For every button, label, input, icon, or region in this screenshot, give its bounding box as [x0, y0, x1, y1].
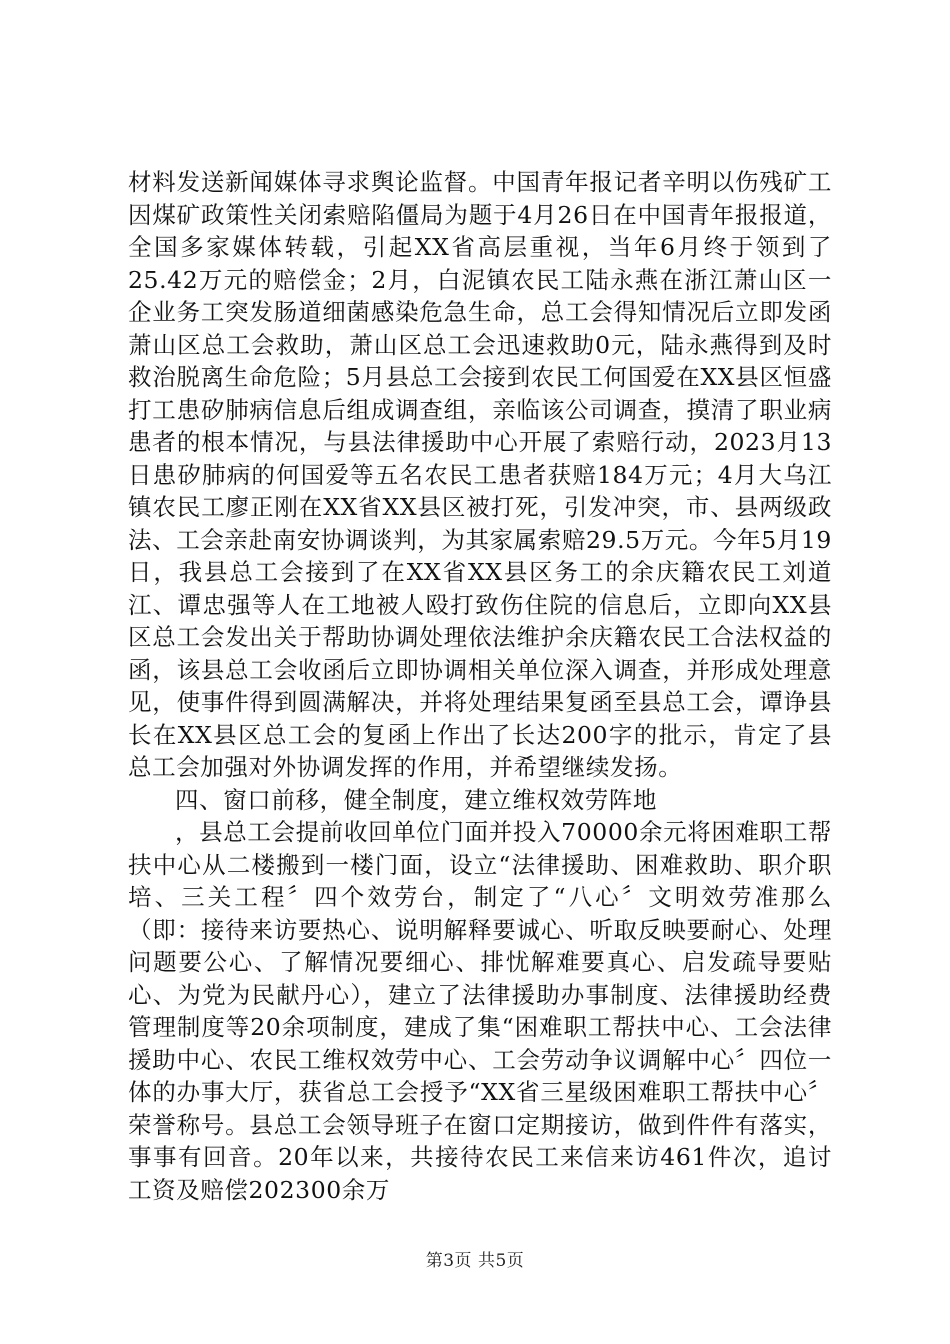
section-heading: 四、窗口前移，健全制度，建立维权效劳阵地 — [175, 785, 657, 814]
section-paragraph: ，县总工会提前收回单位门面并投入70000余元将困难职工帮扶中心从二楼搬到一楼门面，设立“法律援助、困难救助、职介职培、三关工程〞四个效劳台，制定了“八心〞文明效劳准那么（即：接待来访要热心、说明解释要诚心、听取反映要耐心、处理问题要公心、了解情况要细心、排忧解难要真心、启发疏导要贴心、为党为民献丹心），建立了法律援助办事制度、法律援助经费管理制度等20余项制度，建成了集“困难职工帮扶中心、工会法律援助中心、农民工维权效劳中心、工会劳动争议调解中心〞四位一体的办事大厅，获省总工会授予“XX省三星级困难职工帮扶中心〞荣誉称号。县总工会领导班子在窗口定期接访，做到件件有落实，事事有回音。20年以来，共接待农民工来信来访461件次，追讨工资及赔偿202300余万 — [128, 818, 832, 1204]
page-number-footer: 第3页 共5页 — [425, 1251, 525, 1271]
case-paragraph: 材料发送新闻媒体寻求舆论监督。中国青年报记者辛明以伤残矿工因煤矿政策性关闭索赔陷僵局为题于4月26日在中国青年报报道，全国多家媒体转载，引起XX省高层重视，当年6月终于领到了25.42万元的赔偿金；2月，白泥镇农民工陆永燕在浙江萧山区一企业务工突发肠道细菌感染危急生命，总工会得知情况后立即发函萧山区总工会救助，萧山区总工会迅速救助0元，陆永燕得到及时救治脱离生命危险；5月县总工会接到农民工何国爱在XX县区恒盛打工患矽肺病信息后组成调查组，亲临该公司调查，摸清了职业病患者的根本情况，与县法律援助中心开展了索赔行动，2023月13日患矽肺病的何国爱等五名农民工患者获赔184万元；4月大乌江镇农民工廖正刚在XX省XX县区被打死，引发冲突，市、县两级政法、工会亲赴南安协调谈判，为其家属索赔29.5万元。今年5月19日，我县总工会接到了在XX省XX县区务工的余庆籍农民工刘道江、谭忠强等人在工地被人殴打致伤住院的信息后，立即向XX县区总工会发出关于帮助协调处理依法维护余庆籍农民工合法权益的函，该县总工会收函后立即协调相关单位深入调查，并形成处理意见，使事件得到圆满解决，并将处理结果复函至县总工会，谭诤县长在XX县区总工会的复函上作出了长达200字的批示，肯定了县总工会加强对外协调发挥的作用，并希望继续发扬。 — [128, 168, 832, 781]
document-body — [128, 166, 832, 1206]
